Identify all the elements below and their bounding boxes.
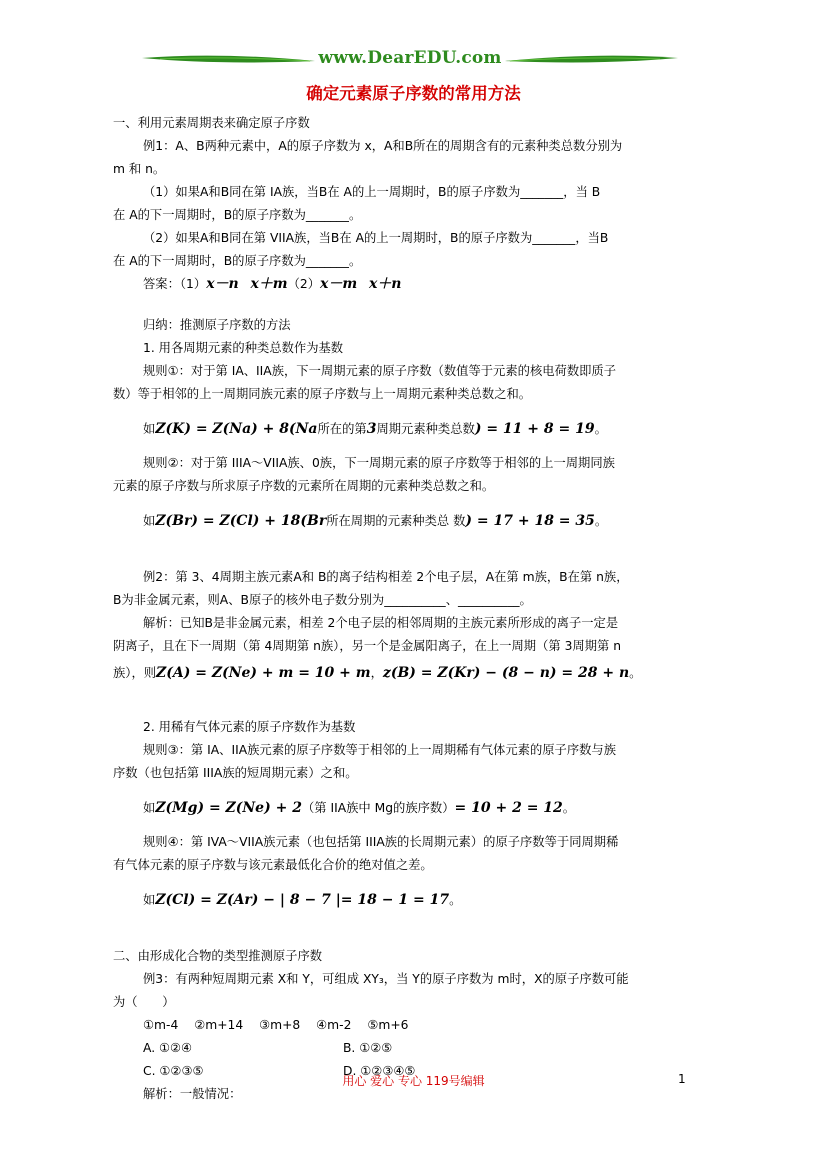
eq2-math-2: ) = 17 + 18 = 35 <box>465 513 595 529</box>
answer-label: 答案： <box>143 277 180 291</box>
eq1-math-2: 3 <box>366 421 377 437</box>
site-url: www.DearEDU.com <box>318 48 502 68</box>
eq3-end: 。 <box>562 801 576 815</box>
example-1-line-2: m 和 n。 <box>113 162 166 176</box>
sol-sep: ， <box>370 666 383 680</box>
sol-math-2: z(B) = Z(Kr) − (8 − n) = 28 + n <box>382 665 630 681</box>
eq1-text-2: 周期元素种类总数 <box>376 422 475 436</box>
solution-line-3 <box>113 658 716 688</box>
method-1-heading: 1. 用各周期元素的种类总数作为基数 <box>143 341 344 355</box>
rule-4-line-1: 规则④：第 IVA～VIIA族元素（也包括第 IIIA族的长周期元素）的原子序数等于同周期稀 <box>143 835 619 849</box>
eq2-end: 。 <box>594 514 608 528</box>
sol-end: 。 <box>629 666 642 680</box>
page-title: 确定元素原子序数的常用方法 <box>306 84 521 103</box>
answer-1b: x＋m <box>250 276 288 292</box>
rule-2-line-1: 规则②：对于第 IIIA～VIIA族、0族，下一周期元素的原子序数等于相邻的上一周期同族 <box>143 456 615 470</box>
option-3: ③m+8 <box>259 1018 301 1032</box>
summary-heading: 归纳：推测原子序数的方法 <box>143 318 291 332</box>
eq1-prefix: 如 <box>143 422 156 436</box>
question-2-line-2: 在 A的下一周期时，B的原子序数为_______。 <box>113 254 362 268</box>
choice-d: D. ①②③④⑤ <box>343 1064 416 1078</box>
solution-line-2: 阴离子，且在下一周期（第 4周期第 n族），另一个是金属阳离子，在上一周期（第 3周期第 n <box>113 639 622 653</box>
eq4-math-1: Z(Cl) = Z(Ar) − | 8 − 7 |= 18 − 1 = 17 <box>155 892 450 908</box>
options-line <box>113 1014 716 1037</box>
rule-4-line-2: 有气体元素的原子序数与该元素最低化合价的绝对值之差。 <box>113 858 433 872</box>
equation-1 <box>113 414 716 444</box>
option-2: ②m+14 <box>194 1018 244 1032</box>
eq3-math-2: = 10 + 2 = 12 <box>454 800 563 816</box>
choices-ab <box>113 1037 716 1060</box>
example-2-line-2: B为非金属元素，则A、B原子的核外电子数分别为__________、__________。 <box>113 593 532 607</box>
answer-1-tag: （1） <box>179 277 207 291</box>
equation-3 <box>113 793 716 823</box>
example-3-line-1: 例3：有两种短周期元素 X和 Y，可组成 XY₃，当 Y的原子序数为 m时，X的原子序数可能 <box>143 972 629 986</box>
rule-3-line-2: 序数（也包括第 IIIA族的短周期元素）之和。 <box>113 766 358 780</box>
eq1-text: 所在的第 <box>317 422 367 436</box>
choice-b: B. ①②⑤ <box>343 1041 393 1055</box>
eq3-prefix: 如 <box>143 801 156 815</box>
eq2-math-1: Z(Br) = Z(Cl) + 18(Br <box>155 513 327 529</box>
sol-math-1: Z(A) = Z(Ne) + m = 10 + m <box>156 665 371 681</box>
eq1-math-1: Z(K) = Z(Na) + 8(Na <box>155 421 318 437</box>
eq2-prefix: 如 <box>143 514 156 528</box>
analysis-line: 解析：一般情况： <box>143 1087 242 1101</box>
answer-2b: x＋n <box>368 276 402 292</box>
choice-c: C. ①②③⑤ <box>143 1064 204 1078</box>
sol-prefix: 族），则 <box>113 666 157 680</box>
question-1-line-2: 在 A的下一周期时，B的原子序数为_______。 <box>113 208 362 222</box>
choice-a: A. ①②④ <box>143 1041 193 1055</box>
site-banner <box>140 46 680 78</box>
page-number: 1 <box>678 1072 686 1086</box>
question-1-line-1: （1）如果A和B同在第 IA族，当B在 A的上一周期时，B的原子序数为_______，当 B <box>143 185 601 199</box>
eq4-prefix: 如 <box>143 893 156 907</box>
answer-2-tag: （2） <box>287 277 321 291</box>
eq3-math-1: Z(Mg) = Z(Ne) + 2 <box>155 800 302 816</box>
equation-2 <box>113 506 716 536</box>
eq2-text: 所在周期的元素种类总 数 <box>326 514 466 528</box>
example-3-line-2: 为（ ） <box>113 995 175 1009</box>
answer-1a: x－n <box>206 276 239 292</box>
example-1-line-1: 例1：A、B两种元素中，A的原子序数为 x，A和B所在的周期含有的元素种类总数分别为 <box>143 139 623 153</box>
option-1: ①m-4 <box>143 1018 179 1032</box>
section-heading: 一、利用元素周期表来确定原子序数 <box>113 116 310 130</box>
eq4-end: 。 <box>449 893 462 907</box>
rule-2-line-2: 元素的原子序数与所求原子序数的元素所在周期的元素种类总数之和。 <box>113 479 495 493</box>
eq1-math-3: ) = 11 + 8 = 19 <box>474 421 595 437</box>
answer-2a: x－m <box>320 276 358 292</box>
rule-3-line-1: 规则③：第 IA、IIA族元素的原子序数等于相邻的上一周期稀有气体元素的原子序数与族 <box>143 743 617 757</box>
footer-text: 用心 爱心 专心 119号编辑 <box>342 1074 485 1088</box>
answer-line <box>113 273 716 296</box>
example-2-line-1: 例2：第 3、4周期主族元素A和 B的离子结构相差 2个电子层，A在第 m族，B在第 n族， <box>143 570 629 584</box>
question-2-line-1: （2）如果A和B同在第 VIIA族，当B在 A的上一周期时，B的原子序数为_______，当B <box>143 231 609 245</box>
eq3-text: （第 IIA族中 Mg的族序数） <box>301 801 455 815</box>
option-5: ⑤m+6 <box>367 1018 409 1032</box>
method-2-heading: 2. 用稀有气体元素的原子序数作为基数 <box>143 720 356 734</box>
document-body <box>113 112 716 1106</box>
rule-1-line-2: 数）等于相邻的上一周期同族元素的原子序数与上一周期元素种类总数之和。 <box>113 387 532 401</box>
equation-4 <box>113 885 716 915</box>
rule-1-line-1: 规则①：对于第 IA、IIA族，下一周期元素的原子序数（数值等于元素的核电荷数即质子 <box>143 364 617 378</box>
option-4: ④m-2 <box>316 1018 352 1032</box>
eq1-end: 。 <box>594 422 607 436</box>
solution-line-1: 解析：已知B是非金属元素，相差 2个电子层的相邻周期的主族元素所形成的离子一定是 <box>143 616 619 630</box>
section-2-heading: 二、由形成化合物的类型推测原子序数 <box>113 949 323 963</box>
